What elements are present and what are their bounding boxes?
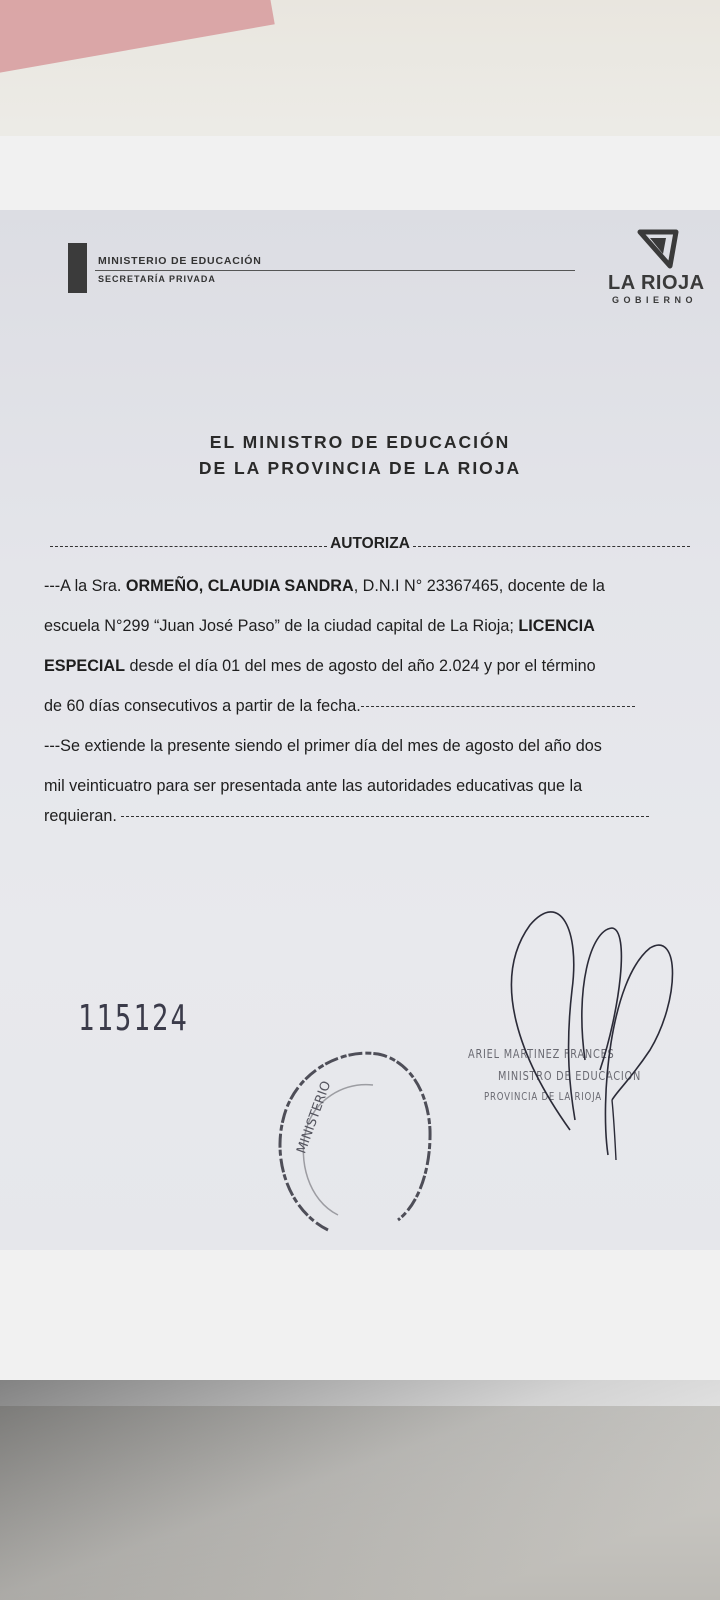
body-line-7 [44, 807, 649, 826]
header-secretaria: SECRETARÍA PRIVADA [98, 274, 216, 284]
dash-fill [121, 816, 649, 817]
document-title-line1: EL MINISTRO DE EDUCACIÓN [209, 432, 511, 452]
body-text: de 60 días consecutivos a partir de la fecha. [44, 697, 361, 715]
signatory-province: PROVINCIA DE LA RIOJA [484, 1090, 602, 1103]
handwritten-signature [490, 900, 690, 1170]
license-type: LICENCIA [518, 617, 595, 635]
dash-fill [413, 546, 690, 547]
signatory-name: ARIEL MARTINEZ FRANCES [468, 1046, 615, 1061]
header-ministerio: MINISTERIO DE EDUCACIÓN [98, 255, 262, 267]
body-text: escuela N°299 “Juan José Paso” de la ciudad capital de La Rioja; [44, 617, 519, 635]
body-line-2 [44, 617, 595, 636]
header-bar [68, 243, 87, 293]
autoriza-label: AUTORIZA [330, 535, 410, 552]
body-text: requieran. [44, 807, 122, 825]
autoriza-heading [50, 534, 690, 554]
dash-fill [50, 546, 327, 547]
header-divider [95, 270, 575, 271]
license-type: ESPECIAL [44, 657, 125, 675]
document-page [0, 210, 720, 1250]
official-seal-stamp [268, 1040, 438, 1240]
body-text: , D.N.I N° 23367465, docente de la [353, 577, 605, 595]
body-line-6: mil veinticuatro para ser presentada ante las autoridades educativas que la [44, 777, 583, 795]
body-text: ---A la Sra. [44, 577, 126, 595]
body-line-4 [44, 697, 635, 716]
body-line-3 [44, 657, 596, 676]
dash-fill [361, 706, 635, 707]
seal-text: MINISTERIO [294, 1079, 335, 1156]
body-line-1 [44, 577, 605, 596]
logo-subtitle: GOBIERNO [612, 295, 698, 305]
document-title-line2: DE LA PROVINCIA DE LA RIOJA [198, 458, 522, 478]
logo-name: LA RIOJA [608, 272, 705, 294]
body-text: desde el día 01 del mes de agosto del año 2.024 y por el término [124, 657, 596, 675]
la-rioja-logo-icon [636, 226, 684, 274]
body-line-5: ---Se extiende la presente siendo el primer día del mes de agosto del año dos [44, 737, 602, 755]
signatory-role: MINISTRO DE EDUCACION [498, 1068, 642, 1083]
person-name: ORMEÑO, CLAUDIA SANDRA [125, 577, 354, 595]
background-cloth [0, 0, 275, 75]
shadow-overlay [0, 1380, 720, 1600]
stamp-number: 115124 [78, 998, 190, 1039]
